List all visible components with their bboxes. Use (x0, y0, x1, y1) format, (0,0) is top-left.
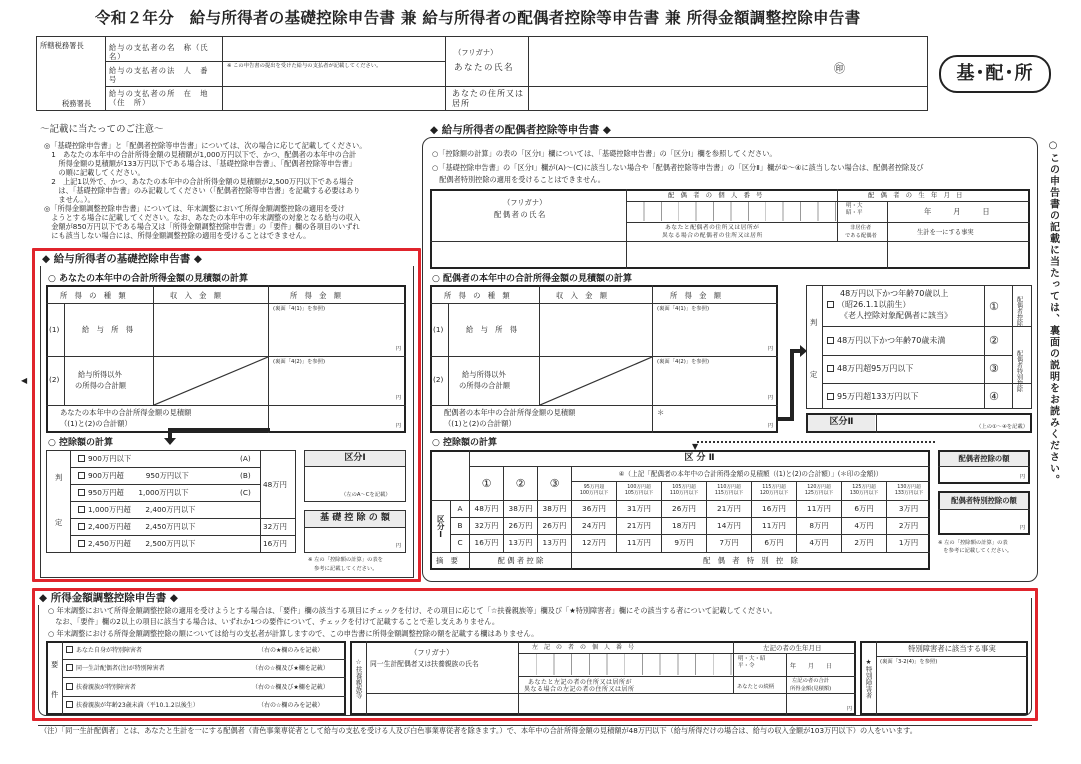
footer-note: （注）「同一生計配偶者」とは、あなたと生計を一にする配偶者（青色事業専従者として給与の支払を受ける人及び白色事業専従者を除きます。）で、本年中の合計所得金額の見積額が48万円以下（給与所得だけの場合は、給与の収入金額が103万円以下）の人をいいます。 (40, 726, 917, 735)
deduction-value-cell: 21万円 (627, 521, 651, 531)
yen-unit: 円 (1019, 525, 1025, 532)
deduction-value-cell: 13万円 (508, 538, 533, 548)
basic-deduction-title: ○ 控除額の計算 (48, 438, 113, 448)
spouse-intro: 配偶者特別控除の適用を受けることはできません。 (432, 175, 605, 184)
row-note: (裏面「4(2)」を参照) (273, 359, 326, 365)
row-label: 給与所得以外 (462, 370, 506, 379)
era-options: 明・大・昭 平・令 (738, 656, 766, 669)
deduction-value-cell: 26万円 (508, 521, 533, 531)
range-head: 130万円超 133万円以下 (894, 485, 924, 496)
yen-unit: 円 (395, 395, 401, 402)
payer-name-field[interactable] (223, 37, 444, 60)
req-row[interactable] (66, 701, 199, 710)
spouse-special-result-field[interactable] (940, 510, 1028, 533)
yen-unit: 円 (1019, 474, 1025, 481)
dependent-birth-label: 左記の者の生年月日 (763, 644, 822, 652)
deduction-amount: 32万円 (263, 522, 287, 531)
deduction-value-cell: 11万円 (762, 521, 786, 531)
yen-unit: 円 (395, 423, 401, 430)
yen-unit: 円 (767, 395, 773, 402)
deduction-value-cell: 16万円 (762, 504, 786, 514)
furigana-label: （フリガナ） (454, 48, 498, 57)
your-address-label: あなたの住所又は居所 (452, 89, 524, 108)
dotted-connector (697, 441, 935, 443)
basic-salary-amount-field[interactable] (270, 304, 405, 355)
req-note: （右の★欄のみを記載） (258, 647, 324, 654)
same-living-label: 生計を一にする事実 (917, 229, 974, 236)
note-line: 2 上記1以外で、かつ、あなたの本年中の合計所得金額の見積額が2,500万円以下である場合 (44, 177, 354, 186)
row-label: 給 与 所 得 (82, 325, 134, 334)
total-label: （(1)と(2)の合計額） (444, 419, 516, 428)
kubun2-note: （上の①～④を記載） (976, 424, 1028, 431)
option-label: 2,450万円超 2,500万円以下 (88, 539, 196, 548)
adjustment-intro: なお、「要件」欄の2以上の項目に該当する場合は、いずれか1つの要件について、チェックを付けて記載することで差し支えありません。 (48, 617, 500, 626)
option-label: 2,400万円超 2,450万円以下 (88, 522, 196, 531)
judge-option-line: 48万円以下かつ年齢70歳以上 (840, 289, 949, 298)
deduction-value-cell: 26万円 (542, 521, 567, 531)
range-head: 105万円超 110万円以下 (669, 485, 699, 496)
range-head: 95万円超 100万円以下 (579, 485, 609, 496)
judge-option-line: 《老人控除対象配偶者に該当》 (840, 311, 952, 320)
deduction-value-cell: 8万円 (809, 521, 829, 531)
result-label: 配偶者特別控除の額 (940, 493, 1028, 509)
col-income-total: 所 得 金 額 (670, 291, 722, 300)
spouse-salary-income-field[interactable] (540, 304, 651, 355)
note-line: は、「基礎控除申告書」のみ記載してください（「配偶者控除等申告書」を記載する必要はあり (44, 186, 361, 195)
form-title: 令和２年分 給与所得者の基礎控除申告書 兼 給与所得者の配偶者控除等申告書 兼 所得金額調整控除申告書 (95, 8, 861, 27)
result-note: を参考に記載してください。 (938, 548, 1013, 554)
adjustment-intro: ○ 年末調整における所得金額調整控除の額については給与の支払者が計算しますので、この申告書に所得金額調整控除の額を記載する欄はありません。 (48, 629, 539, 638)
judge-option-row[interactable] (827, 392, 918, 402)
kubun1-label: 区分Ⅰ (305, 451, 405, 466)
deduction-value-cell: 2万円 (854, 538, 874, 548)
deduction-value-cell: 18万円 (672, 521, 696, 531)
special-disability-side-text: ★特別障害者 (864, 657, 873, 699)
spouse-other-amount-field[interactable] (654, 357, 777, 404)
total-label: 配偶者の本年中の合計所得金額の見積額 (444, 408, 576, 417)
deduction-value-cell: 4万円 (854, 521, 874, 531)
down-arrow-icon: ▼ (692, 442, 699, 451)
yen-unit: 円 (767, 423, 773, 430)
req-row[interactable] (66, 646, 142, 655)
deduction-value-cell: 16万円 (474, 538, 499, 548)
address-note: 異なる場合の左記の者の住所又は居所 (524, 686, 635, 693)
yen-unit: 円 (846, 706, 852, 713)
deduction-value-cell: 13万円 (542, 538, 567, 548)
yen-unit: 円 (395, 543, 401, 550)
total-label: （(1)と(2)の合計額） (60, 419, 132, 428)
kubun2-col-head: 区 分 Ⅱ (684, 452, 715, 463)
payer-address-label: 給与の支払者の所 在 地（住 所） (109, 89, 209, 108)
notes-body (44, 141, 414, 240)
checkbox[interactable] (827, 365, 834, 372)
payer-name-label: 給与の支払者の名 称（氏 名） (109, 43, 217, 62)
option-row[interactable] (78, 539, 195, 548)
deduction-value-cell: 6万円 (854, 504, 874, 514)
row-no: (1) (49, 325, 60, 334)
judge-option-row[interactable] (827, 364, 913, 374)
spouse-personal-no-label: 配 偶 者 の 個 人 番 号 (668, 192, 763, 199)
req-note: （右の☆欄及び★欄を記載） (252, 665, 329, 672)
option-code: (C) (240, 488, 251, 497)
req-label: 件 (51, 690, 59, 699)
dependent-name-field[interactable] (367, 694, 517, 714)
spouse-deduction-result-field[interactable] (940, 467, 1028, 482)
note-line: 金額が850万円以下である場合又は「所得金額調整控除申告書」の「要件」欄の各項目のいずれ (44, 222, 360, 231)
row-note: (裏面「4(2)」を参照) (657, 359, 710, 365)
col-head: ② (515, 476, 526, 490)
dependent-personal-no-field[interactable] (519, 654, 732, 675)
checkbox[interactable] (78, 506, 85, 513)
col-income-amount: 収 入 金 額 (170, 291, 222, 300)
req-row[interactable] (66, 683, 136, 692)
your-address-field[interactable] (529, 87, 927, 110)
deduction-value-cell: 6万円 (764, 538, 784, 548)
left-arrow-icon: ◀ (21, 376, 28, 385)
req-text: あなた自身が特別障害者 (76, 647, 143, 654)
address-note: あなたと左記の者の住所又は居所が (528, 679, 633, 686)
col-income-type: 所 得 の 種 類 (60, 291, 126, 300)
footnote: 参考に記載してください。 (314, 566, 378, 572)
kubun1-row-key: C (457, 538, 463, 548)
side-label-spouse-special: 配偶者特別控除 (1015, 350, 1023, 392)
dependent-name-label: 同一生計配偶者又は扶養親族の氏名 (370, 660, 479, 668)
option-row[interactable] (78, 471, 189, 480)
special-disability-note: (裏面「3-2(4)」を参照) (880, 659, 938, 665)
kubun1-side-text: 区分Ⅰ (436, 514, 446, 539)
payer-corp-no-field[interactable] (223, 62, 444, 85)
kubun1-row-key: B (457, 521, 463, 531)
kubun1-field[interactable] (305, 467, 405, 501)
option-code: (A) (240, 454, 251, 463)
req-text: 扶養親族が年齢23歳未満（平10.1.2以後生） (76, 702, 199, 709)
note-line: 所得金額の見積額が133万円以下である場合は、「基礎控除申告書」、「配偶者控除等申告書」 (44, 159, 356, 168)
summary-label: 摘 要 (436, 556, 458, 565)
payer-corp-no-label: 給与の支払者の法 人 番 号 (109, 66, 217, 85)
judge-option-line: 95万円超133万円以下 (837, 392, 919, 401)
form-badge (939, 55, 1051, 93)
dependent-birth-field[interactable]: 年 月 日 (790, 663, 833, 670)
result-label: 配偶者控除の額 (940, 452, 1028, 466)
dependent-furigana: （フリガナ） (410, 648, 454, 657)
basic-salary-income-field[interactable] (154, 304, 267, 355)
total-label: あなたの本年中の合計所得金額の見積額 (60, 408, 192, 417)
note-line: 1 あなたの本年中の合計所得金額の見積額が1,000万円以下で、かつ、配偶者の本年中の合計 (44, 150, 357, 159)
req-note: （右の☆欄のみを記載） (258, 702, 324, 709)
special-disability-head: 特別障害者に該当する事実 (908, 644, 996, 654)
checkbox[interactable] (78, 540, 85, 547)
checkbox[interactable] (78, 523, 85, 530)
col-income-type: 所 得 の 種 類 (444, 291, 510, 300)
deduction-value-cell: 21万円 (717, 504, 741, 514)
option-label: 950万円超 1,000万円以下 (88, 488, 189, 497)
tax-office-suffix: 税務署長 (62, 99, 92, 108)
income-label: 所得金額(見積額) (790, 686, 832, 692)
checkbox[interactable] (827, 301, 834, 308)
side-instruction (1046, 140, 1059, 500)
checkbox[interactable] (66, 646, 73, 653)
option-row[interactable] (78, 488, 189, 497)
col-head: ① (481, 476, 492, 490)
adjustment-heading: ◆ 所得金額調整控除申告書 ◆ (36, 592, 181, 605)
judge-number: ④ (989, 390, 999, 403)
income-label: 左記の者の合計 (792, 678, 830, 684)
judge-label: 判 (55, 473, 63, 482)
payer-address-field[interactable] (223, 87, 444, 110)
deduction-value-cell: 2万円 (898, 521, 919, 531)
checkbox[interactable] (78, 472, 85, 479)
deduction-value-cell: 24万円 (582, 521, 606, 531)
corp-no-note: ※ この申告書の提出を受けた給与の支払者が記載してください。 (227, 63, 382, 69)
spouse-furigana: （フリガナ） (503, 198, 547, 207)
deduction-value-cell: 3万円 (898, 504, 919, 514)
your-name-field[interactable] (529, 37, 859, 85)
dependent-address-field[interactable] (519, 694, 785, 714)
form-badge-text: 基･配･所 (956, 62, 1034, 84)
spouse-birth-field[interactable]: 年 月 日 (924, 207, 990, 216)
option-label: 900万円超 950万円以下 (88, 471, 189, 480)
tax-office-label: 所轄税務署長 (40, 41, 84, 50)
seal-mark: ㊞ (834, 62, 845, 75)
notes-heading: ～記載に当たってのご注意～ (40, 124, 164, 135)
note-line: ◎「基礎控除申告書」と「配偶者控除等申告書」については、次の場合に応じて記載してください。 (44, 141, 367, 150)
spouse-deduction-title: ○ 控除額の計算 (432, 438, 497, 448)
footnote: ※ 左の「控除額の計算」の表を (308, 557, 383, 563)
deduction-value-cell: 38万円 (542, 504, 567, 514)
option-label: 1,000万円超 2,400万円以下 (88, 505, 196, 514)
special-disability-field[interactable] (877, 657, 1027, 714)
spouse-salary-amount-field[interactable] (654, 304, 777, 355)
deduction-value-cell: 11万円 (807, 504, 831, 514)
basic-heading: ◆ 給与所得者の基礎控除申告書 ◆ (42, 253, 202, 265)
kubun1-note: （左のA～Cを記載） (341, 492, 391, 499)
col4-head: ④（上記「配偶者の本年中の合計所得金額の見積額（(1)と(2)の合計額）」(＊印の金額)） (618, 469, 883, 478)
footer-spouse-special: 配 偶 者 特 別 控 除 (703, 556, 798, 566)
address-note: 異なる場合の配偶者の住所又は居所 (662, 233, 763, 239)
judge-option-row[interactable] (827, 300, 910, 310)
spouse-intro: ○「控除額の計算」の表の「区分Ⅰ」欄については、「基礎控除申告書」の「区分Ⅰ」欄を参照してください。 (432, 149, 777, 158)
deduction-value-cell: 9万円 (674, 538, 694, 548)
result-note: ※ 左の「控除額の計算」の表 (938, 540, 1008, 546)
col-income-total: 所 得 金 額 (290, 291, 342, 300)
range-head: 110万円超 115万円以下 (714, 485, 744, 496)
checkbox[interactable] (66, 664, 73, 671)
judge-label: 定 (55, 518, 63, 527)
spouse-intro: ○「基礎控除申告書」の「区分Ⅰ」欄が(A)～(C)に該当しない場合や「配偶者控除等申告書」の「区分Ⅱ」欄が①～④に該当しない場合は、配偶者控除及び (432, 163, 924, 172)
spouse-name-field[interactable] (431, 242, 625, 268)
spouse-name-label: 配偶者の氏名 (494, 210, 547, 219)
era-options: 明・大 昭・平 (846, 203, 863, 216)
row-no: (2) (433, 375, 444, 384)
deduction-value-cell: 4万円 (809, 538, 829, 548)
checkbox[interactable] (78, 455, 85, 462)
judge-option-line: 48万円超95万円以下 (837, 364, 914, 373)
kiso-label: 基 礎 控 除 の 額 (305, 511, 405, 527)
row-note: (裏面「4(1)」を参照) (657, 306, 710, 312)
deduction-value-cell: 7万円 (719, 538, 739, 548)
option-row[interactable] (78, 505, 195, 514)
deduction-value-cell: 1万円 (898, 538, 919, 548)
checkbox[interactable] (827, 393, 834, 400)
kiso-amount-field[interactable] (305, 528, 405, 552)
basic-calc-title: ○ あなたの本年中の合計所得金額の見積額の計算 (48, 274, 248, 284)
checkbox[interactable] (66, 683, 73, 690)
deduction-value-cell: 31万円 (627, 504, 651, 514)
diagonal-strike (540, 357, 652, 405)
deduction-value-cell: 11万円 (627, 538, 651, 548)
judge-label: 判 (810, 318, 818, 327)
note-line: ◎「所得金額調整控除申告書」については、年末調整において所得金額調整控除の適用を受け (44, 204, 345, 213)
deduction-amount: 16万円 (263, 539, 287, 548)
kubun2-field[interactable] (878, 415, 1030, 431)
judge-option-line: （昭26.1.1以前生） (837, 300, 911, 309)
option-label: 900万円以下 (88, 454, 132, 463)
judge-number: ② (989, 334, 999, 347)
spouse-address-field[interactable] (627, 242, 886, 268)
side-instruction-text: ○この申告書の記載に当たっては、裏面の説明をお読みください。 (1047, 140, 1059, 486)
range-head: 115万円超 120万円以下 (759, 485, 789, 496)
judge-label: 定 (810, 370, 818, 379)
req-label: 要 (51, 660, 59, 669)
spouse-calc-title: ○ 配偶者の本年中の合計所得金額の見積額の計算 (432, 274, 632, 284)
side-label-spouse-deduction: 配偶者控除 (1015, 296, 1023, 326)
req-row[interactable] (66, 664, 165, 673)
deduction-value-cell: 14万円 (717, 521, 741, 531)
spouse-heading: ◆ 給与所得者の配偶者控除等申告書 ◆ (426, 124, 615, 137)
yen-unit: 円 (395, 346, 401, 353)
spouse-birth-label: 配 偶 者 の 生 年 月 日 (868, 192, 963, 199)
range-head: 125万円超 130万円以下 (849, 485, 879, 496)
judge-option-line: 48万円以下かつ年齢70歳未満 (837, 336, 946, 345)
note-line: ようとする場合に記載してください。なお、あなたの本年中の年末調整の対象となる給与の収入 (44, 213, 361, 222)
col-head: ③ (549, 476, 560, 490)
row-note: (裏面「4(1)」を参照) (273, 306, 326, 312)
income-label: あなたとの続柄 (737, 684, 775, 690)
option-code: (B) (240, 471, 251, 480)
row-no: (2) (49, 375, 60, 384)
row-label: の所得の合計額 (75, 381, 127, 390)
deduction-value-cell: 26万円 (672, 504, 696, 514)
row-label: の所得の合計額 (459, 381, 511, 390)
dependents-side-text: ☆扶養親族等 (354, 657, 363, 699)
req-text: 扶養親族が特別障害者 (76, 684, 137, 691)
deduction-amount: 48万円 (263, 480, 287, 489)
deduction-value-cell: 12万円 (582, 538, 606, 548)
diagonal-strike (154, 357, 268, 405)
checkbox[interactable] (66, 701, 73, 708)
basic-total-field[interactable] (270, 406, 405, 432)
special-disability-side-label (861, 642, 876, 714)
row-label: 給与所得以外 (78, 370, 122, 379)
note-line: の順に記載してください。 (44, 168, 145, 177)
judge-option-row[interactable] (827, 336, 945, 346)
spouse-personal-no-field[interactable] (627, 202, 836, 221)
note-line: ません。）。 (44, 195, 95, 204)
footer-spouse-deduction: 配 偶 者 控 除 (497, 556, 544, 566)
checkbox[interactable] (78, 489, 85, 496)
row-no: (1) (433, 325, 444, 334)
your-name-label: あなたの氏名 (454, 63, 515, 73)
dependents-side-label (351, 642, 366, 714)
deduction-value-cell: 48万円 (474, 504, 499, 514)
kubun2-label: 区分Ⅱ (808, 415, 875, 431)
address-note: あなたと配偶者の住所又は居所が (665, 225, 760, 231)
judge-number: ③ (989, 362, 999, 375)
flow-arrow (170, 428, 270, 432)
range-head: 100万円超 105万円以下 (624, 485, 654, 496)
star-mark: ＊ (657, 408, 665, 417)
adjustment-intro: ○ 年末調整において所得金額調整控除の適用を受けようとする場合は、「要件」欄の該当する項目にチェックを付け、その項目に応じて「☆扶養親族等」欄及び「★特別障害者」欄にその該当する者について記載してください。 (48, 606, 777, 615)
deduction-value-cell: 38万円 (508, 504, 533, 514)
req-text: 同一生計配偶者(注)が特別障害者 (76, 665, 165, 672)
dependent-income-field[interactable] (787, 694, 855, 714)
basic-other-amount-field[interactable] (270, 357, 405, 404)
yen-unit: 円 (767, 346, 773, 353)
range-head: 120万円超 125万円以下 (804, 485, 834, 496)
nonresident-label: 非居住者 (850, 225, 872, 231)
col-income-amount: 収 入 金 額 (556, 291, 608, 300)
spouse-total-field[interactable] (654, 406, 777, 432)
nonresident-label: である配偶者 (845, 233, 877, 239)
kubun1-side-label (431, 501, 450, 552)
judge-number: ① (989, 300, 999, 313)
kubun1-row-key: A (457, 504, 463, 514)
deduction-value-cell: 32万円 (474, 521, 499, 531)
row-label: 給 与 所 得 (466, 325, 518, 334)
option-row[interactable] (78, 522, 195, 531)
req-note: （右の☆欄及び★欄を記載） (252, 684, 329, 691)
deduction-value-cell: 36万円 (582, 504, 606, 514)
checkbox[interactable] (827, 337, 834, 344)
note-line: にも該当しない場合には、所得金額調整控除の適用を受けることはできません。 (44, 231, 311, 240)
dependent-personal-no-label: 左 記 の 者 の 個 人 番 号 (532, 644, 635, 651)
option-row[interactable] (78, 454, 131, 463)
